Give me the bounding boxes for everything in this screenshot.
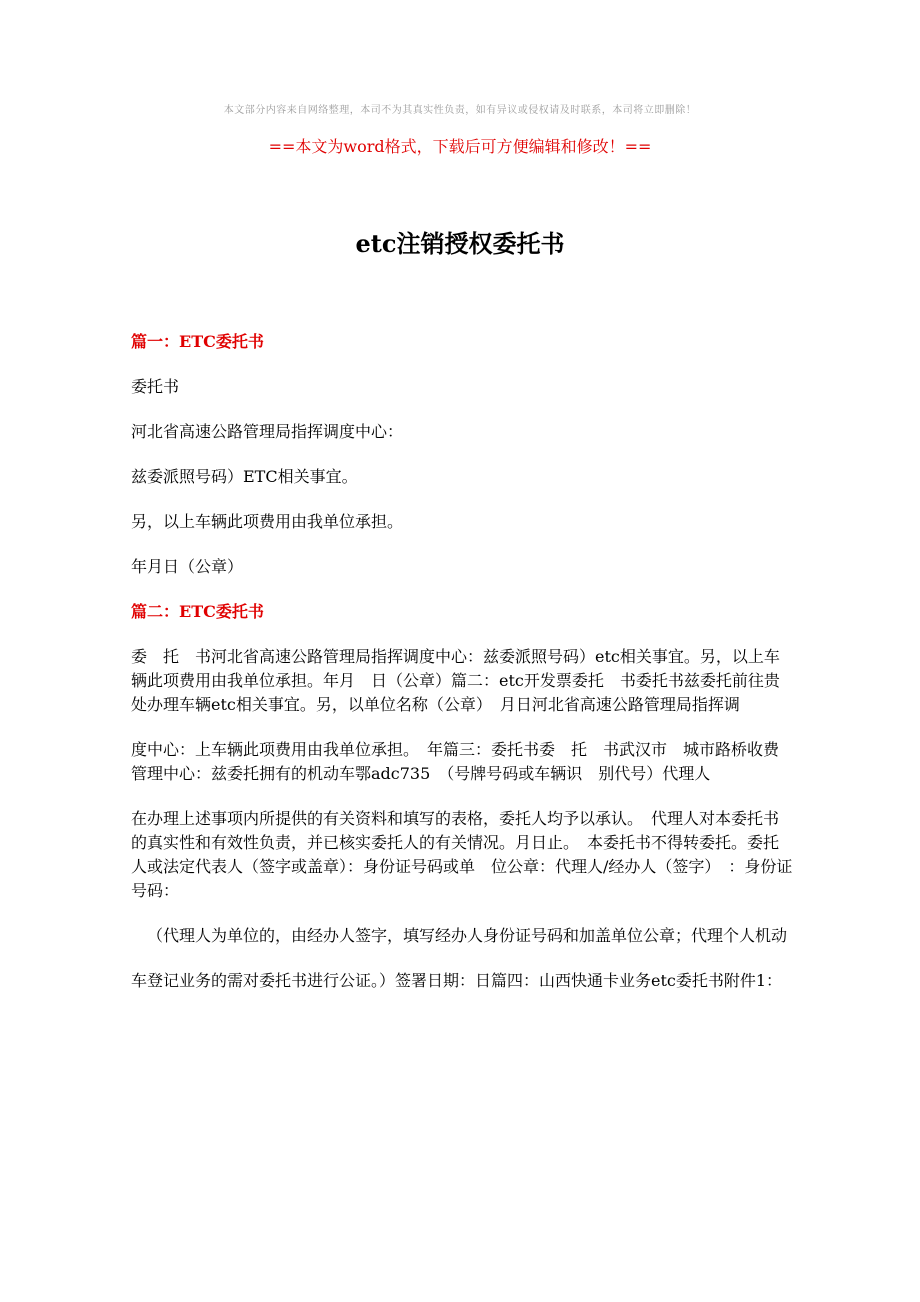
paragraph: 度中心：上车辆此项费用由我单位承担。 年篇三：委托书委 托 书武汉市 城市路桥收费管理中心：兹委托拥有的机动车鄂adc735 （号牌号码或车辆识 别代号）代理人 [131, 740, 780, 783]
paragraph: 年月日（公章） [131, 557, 244, 576]
section-heading-1: 篇一：ETC委托书 [131, 332, 264, 351]
paragraph: 车登记业务的需对委托书进行公证。）签署日期：日篇四：山西快通卡业务etc委托书附件1： [131, 971, 783, 990]
paragraph: 兹委派照号码）ETC相关事宜。 [131, 467, 358, 486]
section-heading-2: 篇二：ETC委托书 [131, 602, 264, 621]
paragraph: （代理人为单位的，由经办人签字，填写经办人身份证号码和加盖单位公章；代理个人机动 [147, 926, 788, 945]
paragraph: 河北省高速公路管理局指挥调度中心： [131, 422, 404, 441]
word-format-notice: ==本文为word格式，下载后可方便编辑和修改！== [268, 137, 652, 156]
paragraph: 在办理上述事项内所提供的有关资料和填写的表格，委托人均予以承认。 代理人对本委托书的真实性和有效性负责，并已核实委托人的有关情况。月日止。 本委托书不得转委托。委托人或法定代表人（签字或盖章）：身份证号码或单 位公章：代理人/经办人（签字） ：身份证号码： [131, 809, 793, 900]
disclaimer-text: 本文部分内容来自网络整理，本司不为其真实性负责，如有异议或侵权请及时联系，本司将立即删除！ [223, 105, 697, 116]
paragraph: 委 托 书河北省高速公路管理局指挥调度中心：兹委派照号码）etc相关事宜。另，以上车辆此项费用由我单位承担。年月 日（公章）篇二：etc开发票委托 书委托书兹委托前往贵处办理车辆etc相关事宜。另，以单位名称（公章） 月日河北省高速公路管理局指挥调 [131, 647, 780, 714]
paragraph: 委托书 [131, 377, 180, 396]
document-title: etc注销授权委托书 [355, 229, 565, 258]
paragraph: 另，以上车辆此项费用由我单位承担。 [131, 512, 404, 531]
document-body [131, 330, 793, 993]
